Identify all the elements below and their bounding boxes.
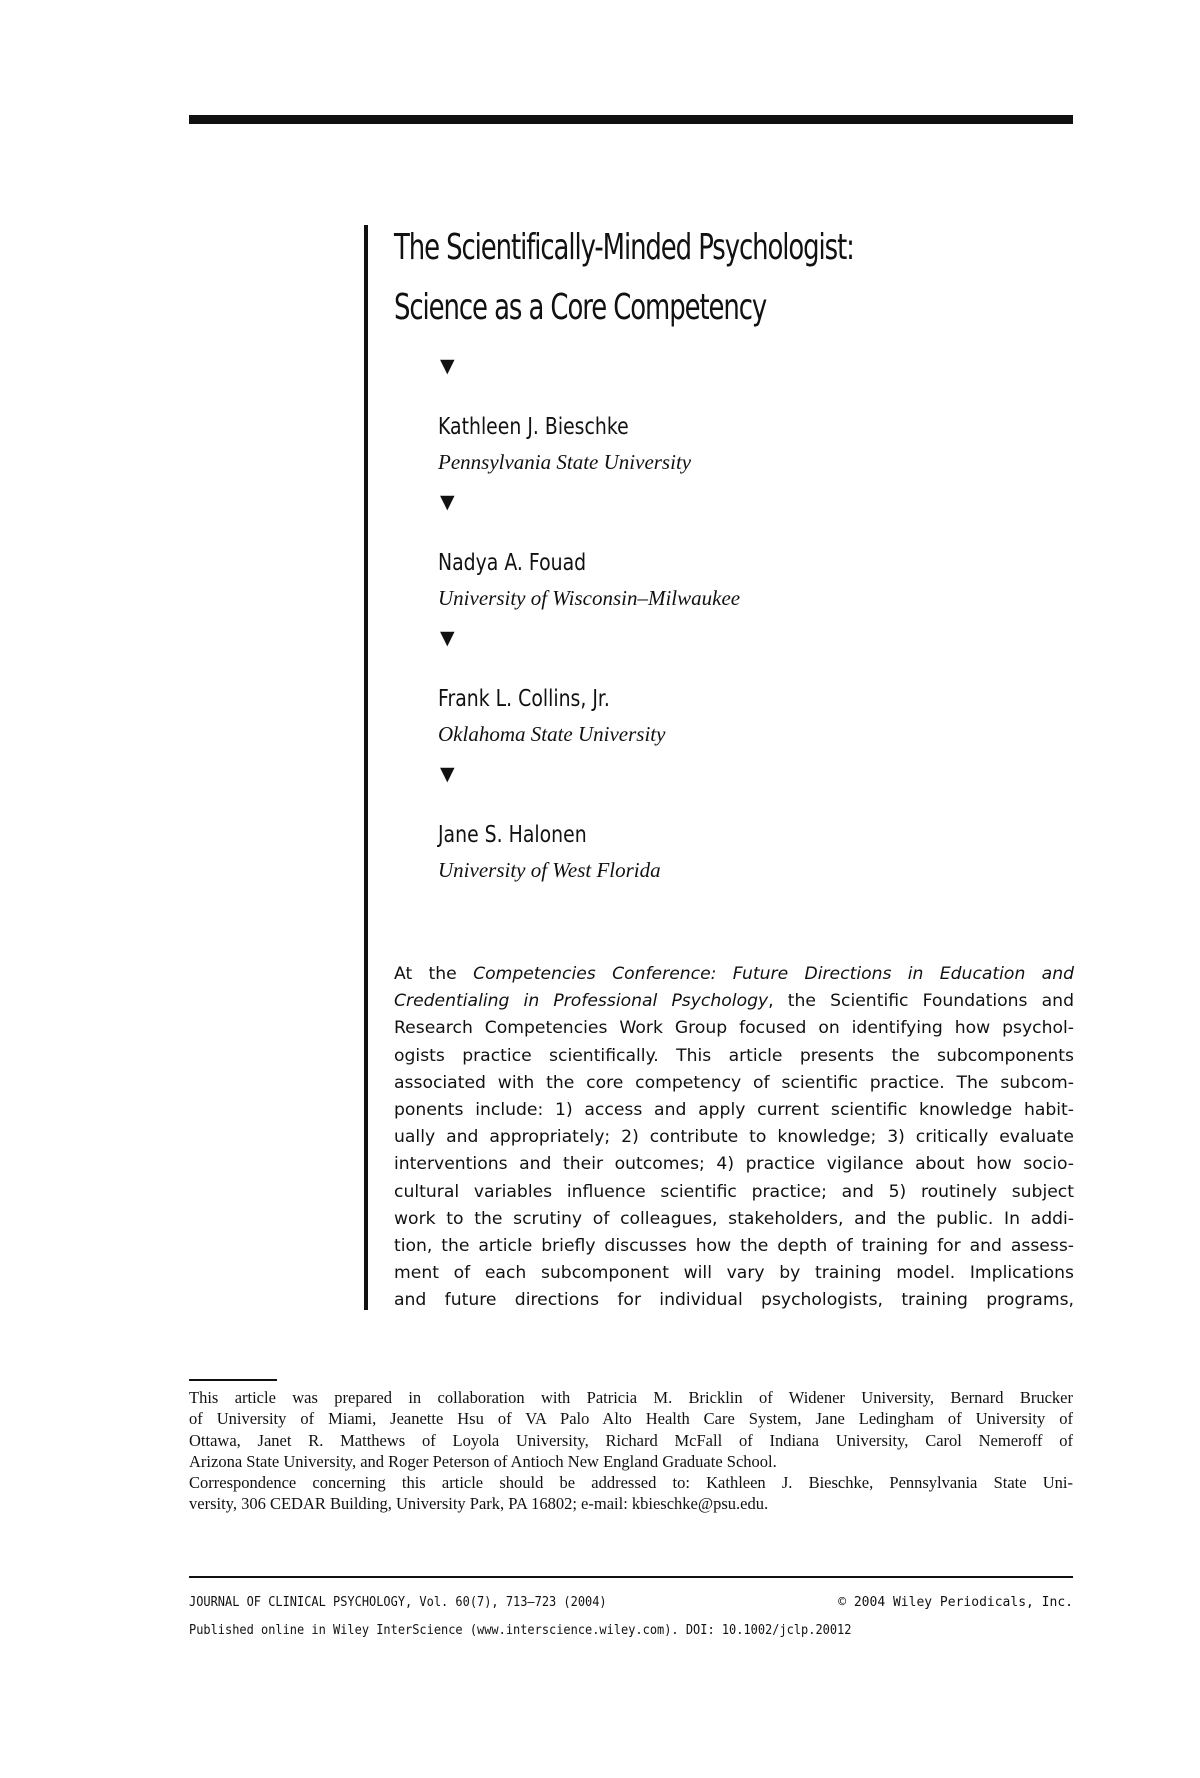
abstract-line: ment of each subcomponent will vary by training model. Implications xyxy=(394,1263,1074,1284)
abstract-line: ponents include: 1) access and apply current scientific knowledge habit- xyxy=(394,1099,1074,1120)
author-name: Nadya A. Fouad xyxy=(438,550,587,576)
footnote-line: Arizona State University, and Roger Peterson of Antioch New England Graduate School. xyxy=(189,1451,777,1471)
copyright-notice: © 2004 Wiley Periodicals, Inc. xyxy=(838,1595,1073,1610)
abstract xyxy=(394,961,1074,1314)
author-affiliation: University of West Florida xyxy=(438,858,661,882)
journal-citation: JOURNAL OF CLINICAL PSYCHOLOGY, Vol. 60(7), 713–723 (2004) xyxy=(189,1595,607,1610)
triangle-marker-icon: ▼ xyxy=(440,491,455,513)
abstract-line xyxy=(394,988,1074,1015)
title-line-1: The Scientifically-Minded Psychologist: xyxy=(394,227,854,268)
abstract-line: Research Competencies Work Group focused on identifying how psychol- xyxy=(394,1018,1074,1039)
footer-rule xyxy=(189,1576,1073,1578)
footnote-line: of University of Miami, Jeanette Hsu of VA Palo Alto Health Care System, Jane Ledingham of University of xyxy=(189,1409,1073,1429)
title-line-2: Science as a Core Competency xyxy=(394,287,767,328)
top-rule xyxy=(189,115,1073,124)
abstract-text: , the Scientific Foundations and xyxy=(768,991,1074,1012)
footer-row xyxy=(189,1589,1073,1617)
triangle-marker-icon: ▼ xyxy=(440,355,455,377)
footnote-line: versity, 306 CEDAR Building, University Park, PA 16802; e-mail: kbieschke@psu.edu. xyxy=(189,1494,769,1514)
abstract-line: tion, the article briefly discusses how the depth of training for and assess- xyxy=(394,1235,1074,1256)
footnote-line: This article was prepared in collaboration with Patricia M. Bricklin of Widener University, Bernard Brucker xyxy=(189,1388,1073,1407)
abstract-line: interventions and their outcomes; 4) practice vigilance about how socio- xyxy=(394,1154,1074,1175)
author-affiliation: Oklahoma State University xyxy=(438,722,666,746)
abstract-line: and future directions for individual psychologists, training programs, xyxy=(394,1290,1074,1311)
author-entry xyxy=(438,491,998,627)
footnote-rule xyxy=(189,1379,277,1381)
author-list xyxy=(438,355,998,899)
abstract-line xyxy=(394,961,1074,988)
abstract-text: At the xyxy=(394,964,474,984)
author-affiliation: University of Wisconsin–Milwaukee xyxy=(438,586,741,610)
author-name: Frank L. Collins, Jr. xyxy=(438,686,610,712)
publication-info: Published online in Wiley InterScience (www.interscience.wiley.com). DOI: 10.1002/jclp.20012 xyxy=(189,1623,852,1638)
abstract-line: ually and appropriately; 2) contribute to knowledge; 3) critically evaluate xyxy=(394,1127,1074,1148)
triangle-marker-icon: ▼ xyxy=(440,763,455,785)
page-footer xyxy=(189,1589,1073,1645)
author-name: Kathleen J. Bieschke xyxy=(438,414,629,440)
author-entry xyxy=(438,355,998,491)
footnotes xyxy=(189,1387,1073,1515)
author-affiliation: Pennsylvania State University xyxy=(438,450,692,474)
abstract-line: ogists practice scientifically. This article presents the subcomponents xyxy=(394,1045,1074,1066)
conference-name: Credentialing in Professional Psychology xyxy=(394,991,769,1012)
abstract-line: associated with the core competency of scientific practice. The subcom- xyxy=(394,1072,1074,1093)
author-entry xyxy=(438,627,998,763)
author-name: Jane S. Halonen xyxy=(438,822,587,848)
author-entry xyxy=(438,763,998,899)
abstract-line: work to the scrutiny of colleagues, stakeholders, and the public. In addi- xyxy=(394,1208,1074,1229)
conference-name: Competencies Conference: Future Directions in Education and xyxy=(473,964,1075,984)
article-title xyxy=(394,218,855,338)
footnote-line: Correspondence concerning this article should be addressed to: Kathleen J. Bieschke, Pennsylvania State Uni- xyxy=(189,1473,1073,1493)
title-side-bar xyxy=(364,225,368,1310)
triangle-marker-icon: ▼ xyxy=(440,627,455,649)
footnote-line: Ottawa, Janet R. Matthews of Loyola University, Richard McFall of Indiana University, Carol Nemeroff of xyxy=(189,1430,1073,1450)
abstract-line: cultural variables influence scientific practice; and 5) routinely subject xyxy=(394,1181,1074,1202)
footer-row xyxy=(189,1617,1073,1645)
